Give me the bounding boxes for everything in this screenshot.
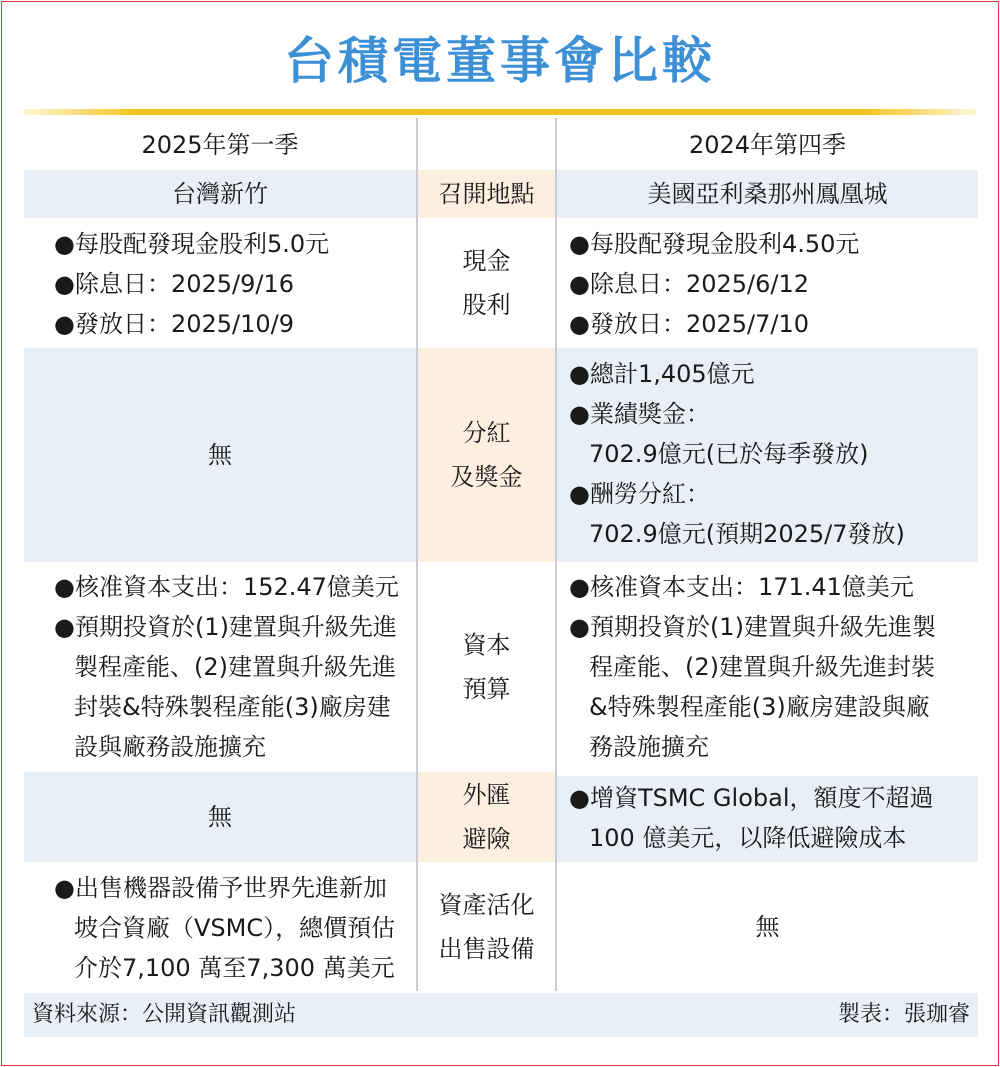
row-hedge-right bbox=[557, 776, 978, 862]
source-note: 資料來源：公開資訊觀測站 bbox=[32, 1002, 297, 1027]
list-item: ●業績獎金： bbox=[569, 400, 710, 428]
row-location-right bbox=[557, 170, 978, 218]
row-capex-right bbox=[557, 565, 978, 771]
label-capex-line2: 預算 bbox=[462, 675, 511, 703]
list-item-continued: 介於7,100 萬至7,300 萬美元 bbox=[74, 954, 395, 982]
list-item: ●每股配發現金股利4.50元 bbox=[569, 230, 860, 258]
list-item: ●核准資本支出：152.47億美元 bbox=[54, 573, 399, 601]
list-item: ●發放日：2025/7/10 bbox=[569, 310, 809, 338]
asset-2024q4: 無 bbox=[755, 913, 780, 941]
page-title: 台積電董事會比較 bbox=[284, 32, 716, 90]
label-hedge-line1: 外匯 bbox=[462, 781, 511, 809]
row-bonus-right bbox=[557, 348, 978, 562]
hedge-2025q1: 無 bbox=[208, 803, 232, 831]
row-dividend-label bbox=[418, 218, 555, 348]
list-item: ●發放日：2025/10/9 bbox=[54, 310, 294, 338]
list-item: ●除息日：2025/9/16 bbox=[54, 270, 294, 298]
label-dividend-line1: 現金 bbox=[462, 247, 511, 275]
row-bonus-left bbox=[24, 348, 416, 562]
column-header-2024q4: 2024年第四季 bbox=[688, 131, 847, 159]
list-item-continued: 702.9億元(已於每季發放) bbox=[589, 440, 869, 468]
row-bonus-label bbox=[418, 348, 555, 562]
row-hedge-label bbox=[418, 772, 555, 862]
row-capex-label bbox=[418, 562, 555, 772]
title-underline bbox=[24, 109, 976, 115]
list-item-continued: 坡合資廠（VSMC），總價預估 bbox=[74, 914, 396, 942]
row-asset-right bbox=[557, 862, 978, 992]
row-hedge-left bbox=[24, 772, 416, 862]
label-bonus-line1: 分紅 bbox=[462, 419, 511, 447]
column-divider-right bbox=[555, 118, 557, 991]
list-item: ●核准資本支出：171.41億美元 bbox=[569, 573, 914, 601]
list-item: ●出售機器設備予世界先進新加 bbox=[54, 874, 387, 902]
list-item-continued: 製程產能、(2)建置與升級先進 bbox=[74, 653, 396, 681]
list-item-continued: 程產能、(2)建置與升級先進封裝 bbox=[589, 653, 935, 681]
bonus-2025q1: 無 bbox=[208, 441, 232, 469]
chart-credit: 製表：張珈睿 bbox=[837, 1002, 970, 1027]
list-item-continued: 100 億美元，以降低避險成本 bbox=[589, 824, 907, 852]
list-item: ●預期投資於(1)建置與升級先進 bbox=[54, 613, 397, 641]
list-item-continued: &特殊製程產能(3)廠房建設與廠 bbox=[589, 693, 930, 721]
location-2024q4: 美國亞利桑那州鳳凰城 bbox=[647, 180, 888, 208]
list-item: ●總計1,405億元 bbox=[569, 360, 755, 388]
column-divider-left bbox=[416, 118, 418, 991]
list-item: ●酬勞分紅： bbox=[569, 480, 710, 508]
list-item: ●預期投資於(1)建置與升級先進製 bbox=[569, 613, 936, 641]
label-hedge-line2: 避險 bbox=[462, 825, 511, 853]
list-item: ●除息日：2025/6/12 bbox=[569, 270, 809, 298]
column-header-2025q1: 2025年第一季 bbox=[141, 131, 299, 159]
row-asset-label bbox=[418, 862, 555, 992]
label-asset-line2: 出售設備 bbox=[438, 935, 535, 963]
row-capex-left bbox=[24, 565, 416, 771]
label-capex-line1: 資本 bbox=[462, 631, 511, 659]
list-item: ●每股配發現金股利5.0元 bbox=[54, 230, 330, 258]
label-dividend-line2: 股利 bbox=[462, 291, 511, 319]
row-location-left bbox=[24, 170, 416, 218]
row-asset-left bbox=[24, 866, 416, 992]
list-item-continued: 務設施擴充 bbox=[589, 733, 709, 761]
list-item-continued: 設與廠務設施擴充 bbox=[74, 733, 266, 761]
row-location-label bbox=[418, 170, 555, 218]
list-item-continued: 封裝&特殊製程產能(3)廠房建 bbox=[74, 693, 391, 721]
row-dividend-right bbox=[557, 222, 978, 348]
list-item-continued: 702.9億元(預期2025/7發放) bbox=[589, 520, 905, 548]
label-location: 召開地點 bbox=[438, 180, 535, 208]
row-dividend-left bbox=[24, 222, 416, 348]
list-item: ●增資TSMC Global，額度不超過 bbox=[569, 784, 934, 812]
label-bonus-line2: 及獎金 bbox=[450, 463, 523, 491]
label-asset-line1: 資產活化 bbox=[438, 891, 535, 919]
location-2025q1: 台灣新竹 bbox=[172, 180, 268, 208]
